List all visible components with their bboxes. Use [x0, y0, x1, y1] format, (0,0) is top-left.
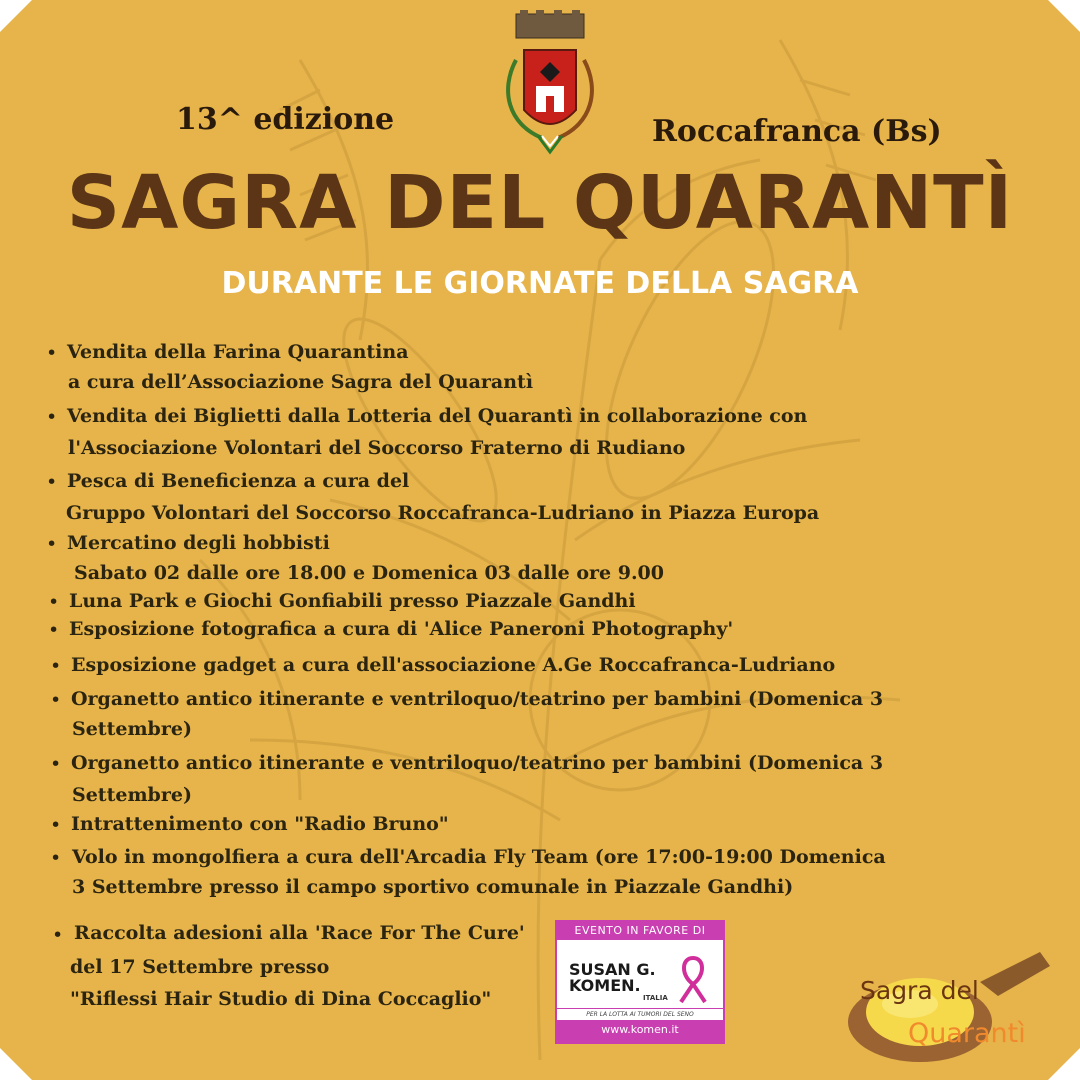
list-item: Volo in mongolfiera a cura dell'Arcadia Fly Team (ore 17:00-19:00 Domenica — [72, 846, 886, 868]
list-item-detail: Sabato 02 dalle ore 18.00 e Domenica 03 dalle ore 9.00 — [74, 562, 665, 584]
location-label: Roccafranca (Bs) — [652, 114, 942, 149]
komen-name-line1: SUSAN G. — [569, 960, 656, 979]
komen-header: EVENTO IN FAVORE DI — [574, 924, 706, 937]
list-item: Raccolta adesioni alla 'Race For The Cure' — [74, 922, 525, 944]
list-item: Vendita dei Biglietti dalla Lotteria del Quarantì in collaborazione con — [67, 405, 808, 427]
komen-url[interactable]: www.komen.it — [601, 1023, 679, 1036]
list-item-detail: del 17 Settembre presso — [70, 956, 330, 978]
list-item-detail: "Riflessi Hair Studio di Dina Coccaglio" — [70, 988, 492, 1010]
komen-tagline: PER LA LOTTA AI TUMORI DEL SENO — [557, 1008, 723, 1018]
list-bullet: • — [50, 655, 62, 677]
page-subtitle: DURANTE LE GIORNATE DELLA SAGRA — [221, 266, 859, 301]
list-item: Organetto antico itinerante e ventriloquo/teatrino per bambini (Domenica 3 — [71, 688, 884, 710]
list-bullet: • — [46, 471, 58, 493]
municipal-coat-of-arms-icon — [494, 10, 606, 160]
list-bullet: • — [52, 924, 64, 946]
komen-name — [569, 962, 656, 994]
list-item-detail: Settembre) — [72, 718, 192, 740]
list-bullet: • — [46, 406, 58, 428]
list-item: Esposizione gadget a cura dell'associazione A.Ge Roccafranca-Ludriano — [71, 654, 836, 676]
komen-sponsor-badge — [555, 920, 725, 1044]
list-bullet: • — [50, 689, 62, 711]
list-item-detail: a cura dell’Associazione Sagra del Quarantì — [68, 371, 534, 393]
list-item: Intrattenimento con "Radio Bruno" — [71, 813, 449, 835]
edition-label: 13^ edizione — [176, 102, 395, 137]
list-bullet: • — [46, 533, 58, 555]
komen-name-line2: KOMEN. — [569, 976, 641, 995]
list-item: Vendita della Farina Quarantina — [67, 341, 409, 363]
list-item-detail: l'Associazione Volontari del Soccorso Fraterno di Rudiano — [68, 437, 686, 459]
komen-country: ITALIA — [643, 994, 668, 1002]
list-bullet: • — [46, 342, 58, 364]
logo-text-line2: Quarantì — [908, 1018, 1026, 1049]
list-bullet: • — [50, 814, 62, 836]
list-item-detail: 3 Settembre presso il campo sportivo comunale in Piazzale Gandhi) — [72, 876, 794, 898]
list-bullet: • — [48, 591, 60, 613]
list-item-detail: Settembre) — [72, 784, 192, 806]
list-bullet: • — [50, 753, 62, 775]
list-item-detail: Gruppo Volontari del Soccorso Roccafranca-Ludriano in Piazza Europa — [66, 502, 820, 524]
list-item: Organetto antico itinerante e ventriloquo/teatrino per bambini (Domenica 3 — [71, 752, 884, 774]
list-item: Mercatino degli hobbisti — [67, 532, 330, 554]
logo-text-line1: Sagra del — [860, 976, 979, 1005]
komen-logo-area — [557, 940, 723, 1020]
list-item: Pesca di Beneficienza a cura del — [67, 470, 410, 492]
page-title: SAGRA DEL QUARANTÌ — [66, 160, 1014, 246]
list-bullet: • — [50, 847, 62, 869]
list-item: Esposizione fotografica a cura di 'Alice Paneroni Photography' — [69, 618, 734, 640]
pink-ribbon-icon — [675, 954, 711, 1004]
list-item: Luna Park e Giochi Gonfiabili presso Piazzale Gandhi — [69, 590, 636, 612]
list-bullet: • — [48, 619, 60, 641]
